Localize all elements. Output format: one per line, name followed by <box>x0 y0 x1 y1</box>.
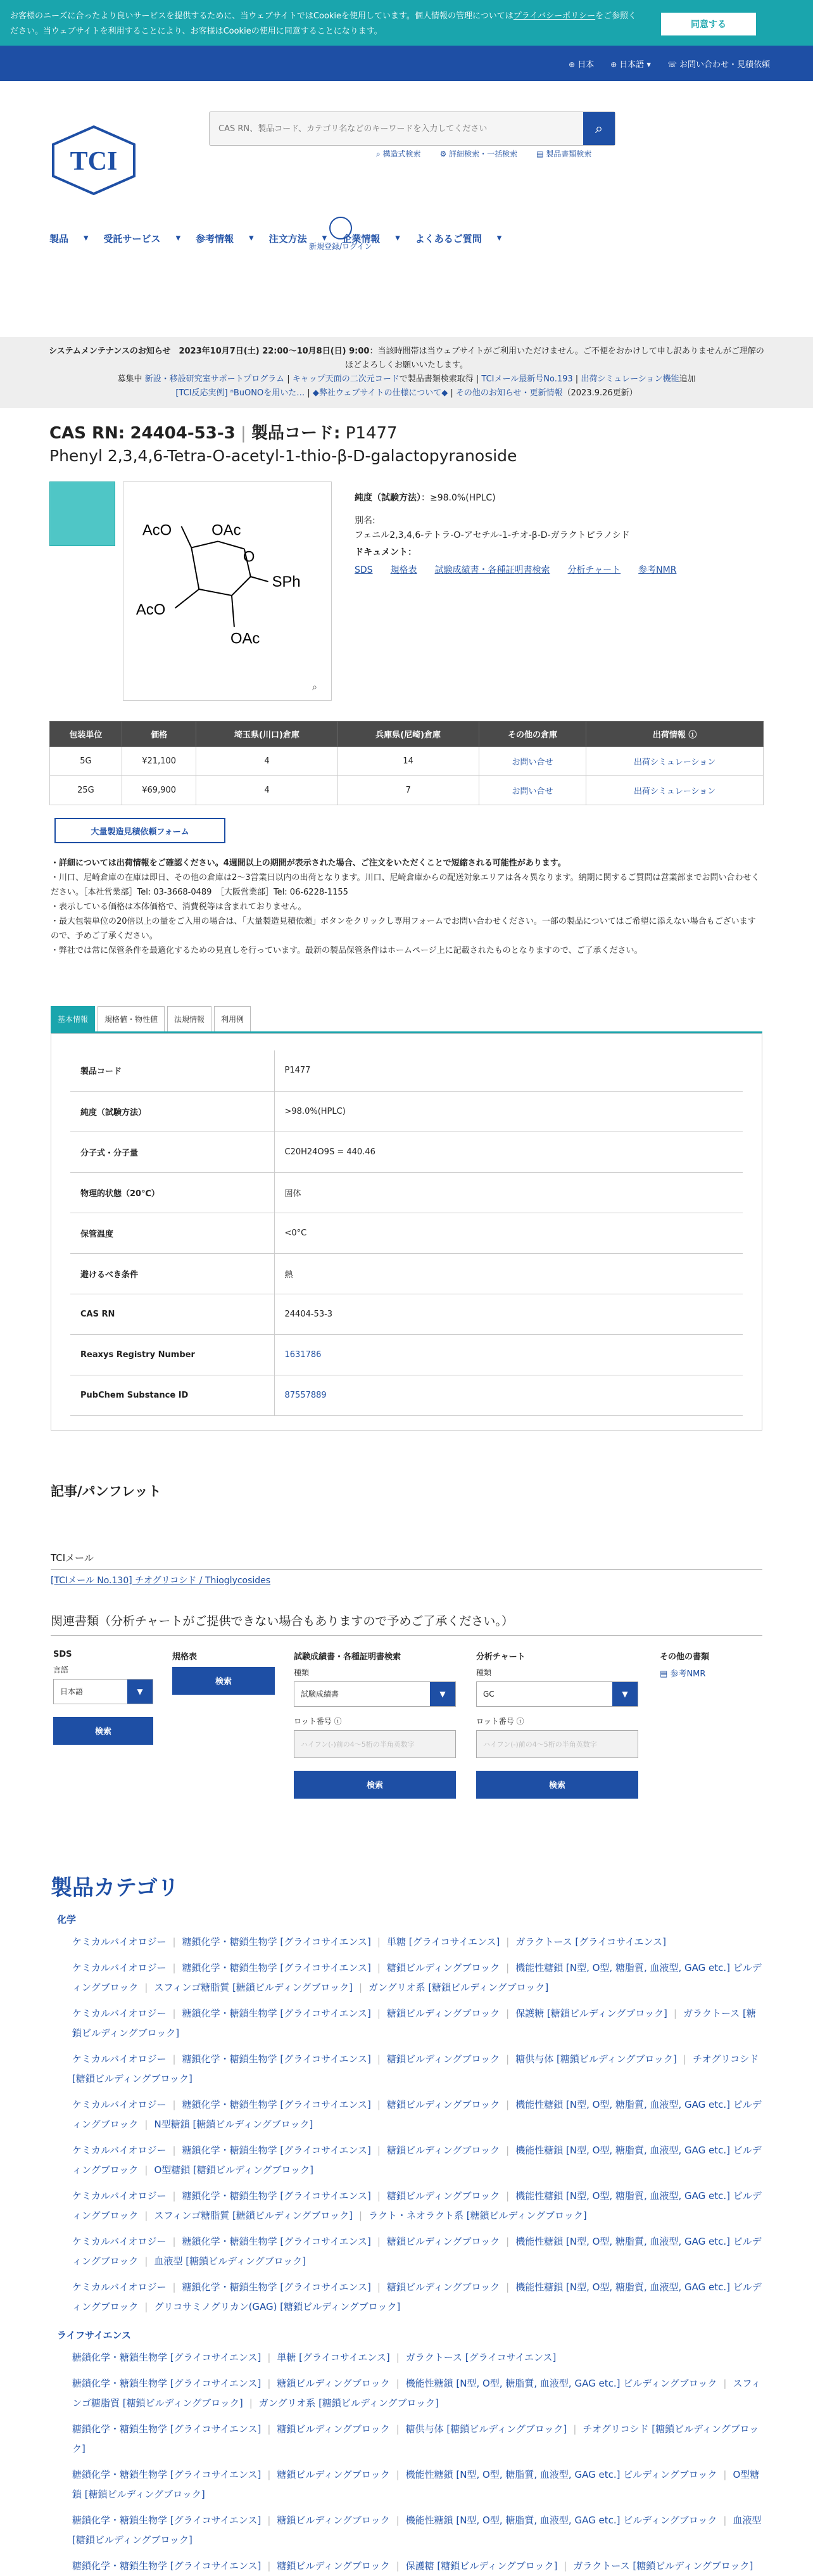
top-utility-bar <box>0 46 813 81</box>
separator: | <box>172 2053 176 2065</box>
category-path <box>72 2420 762 2459</box>
separator: | <box>377 2144 381 2156</box>
col-shipping: 出荷情報 ⓘ <box>586 722 764 747</box>
separator: | <box>506 2281 510 2293</box>
separator: | <box>377 2053 381 2065</box>
tab-applications[interactable]: 利用例 <box>214 1006 251 1031</box>
nmr-link[interactable]: 参考NMR <box>638 565 677 575</box>
notice-link[interactable]: ◆弊社ウェブサイトの仕様について◆ <box>312 388 448 398</box>
category-link[interactable]: 機能性糖鎖 [N型, O型, 糖脂質, 血液型, GAG etc.] ビルディングブロック <box>72 2235 762 2267</box>
tab-basic-info[interactable]: 基本情報 <box>51 1006 95 1031</box>
sds-link[interactable]: SDS <box>355 565 373 575</box>
separator: | <box>396 2560 400 2572</box>
sds-column: SDS 言語 日本語 ▼ 検索 <box>53 1650 153 1745</box>
category-link[interactable]: グリコサミノグリカン(GAG) [糖鎖ビルディングブロック] <box>154 2300 401 2312</box>
category-path <box>72 2232 762 2271</box>
shipping-simulation-link[interactable]: 出荷シミュレーション <box>634 787 716 796</box>
chevron-down-icon: ▼ <box>430 1682 455 1706</box>
category-link[interactable]: 機能性糖鎖 [N型, O型, 糖脂質, 血液型, GAG etc.] ビルディングブロック <box>72 2281 762 2312</box>
category-link[interactable]: 糖鎖ビルディングブロック <box>386 2144 500 2156</box>
zoom-icon: ⌕ <box>312 682 317 693</box>
purchase-notes: ・詳細については出荷情報をご確認ください。4週間以上の期間が表示された場合、ご注文をいただくことで短縮される可能性があります。 ・川口、尼崎倉庫の在庫は即日、その他の倉庫は2～3営業日以内の出荷となります。川口、尼崎倉庫からの配送対象エリアは各々異なります。納期に関するご質問は営業部までお問い合わせください。［本社営業部］Tel: 03-3668-0489 ［大阪営業部］Tel: 06-6228-1155 ・表示している価格は本体価格で、消費税等は含まれておりません。 ・最大包装単位の20倍以上の量をご入用の場合は、「大量製造見積依頼」ボタンをクリックし専用フォームでお問い合わせください。一部の製品についてはご希望に添えない場合もございますので、予めご了承ください。 ・弊社では常に保管条件を最適化するための見直しを行っています。最新の製品保管条件はホームページ上に記載されたものとなりますので、ご了承ください。 <box>51 858 760 955</box>
chevron-down-icon: ▼ <box>127 1680 153 1704</box>
maintenance-notice: システムメンテナンスのお知らせ 2023年10月7日(土) 22:00～10月8日(日) 9:00：当該時間帯は当ウェブサイトがご利用いただけません。ご不便をおかけして申し訳ありませんがご理解のほどよろしくお願いいたします。 募集中 新設・移設研究室サポートプログラム | キャップ天面の二次元コードで製品書類検索取得 | TCIメール最新号No.193 | 出荷シミュレーション機能追加 [TCI反応実例] ⁿBuONOを用いた… | ◆弊社ウェブサイトの仕様について◆ | その他のお知らせ・更新情報（2023.9.26更新） <box>0 337 813 408</box>
category-link[interactable]: 機能性糖鎖 [N型, O型, 糖脂質, 血液型, GAG etc.] ビルディングブロック <box>405 2468 717 2480</box>
notice-link[interactable]: TCIメール最新号No.193 <box>481 374 573 384</box>
region-selector[interactable]: ⊕ 日本 <box>569 60 595 70</box>
other-docs-column: その他の書類 ▤ 参考NMR <box>660 1652 710 1679</box>
category-path <box>72 2004 762 2043</box>
reference-nmr-link[interactable]: ▤ 参考NMR <box>660 1669 706 1679</box>
category-list <box>51 1910 762 2576</box>
separator: | <box>267 2377 271 2389</box>
col-other: その他の倉庫 <box>479 722 586 747</box>
sds-search-button[interactable]: 検索 <box>53 1717 153 1745</box>
inquiry-link[interactable]: お問い合せ <box>512 787 553 796</box>
category-link[interactable]: O型糖鎖 [糖鎖ビルディングブロック] <box>154 2164 313 2176</box>
table-row: CAS RN 24404-53-3 <box>70 1294 743 1334</box>
category-link[interactable]: 糖鎖化学・糖鎖生物学 [グライコサイエンス] <box>182 2235 371 2247</box>
category-link[interactable]: 糖鎖ビルディングブロック <box>386 1961 500 1973</box>
category-path <box>72 2050 762 2089</box>
category-link[interactable]: ケミカルバイオロジー <box>72 2190 167 2202</box>
category-link[interactable]: ガングリオ系 [糖鎖ビルディングブロック] <box>258 2397 439 2409</box>
col-price: 価格 <box>122 722 196 747</box>
svg-text:AcO: AcO <box>142 521 172 539</box>
category-path <box>72 2186 762 2226</box>
category-link[interactable]: ガラクトース [糖鎖ビルディングブロック] <box>573 2560 753 2572</box>
table-row: 25G ¥69,900 4 7 お問い合せ 出荷シミュレーション <box>50 776 764 805</box>
category-link[interactable]: 糖鎖化学・糖鎖生物学 [グライコサイエンス] <box>182 2190 371 2202</box>
svg-text:O: O <box>243 548 255 566</box>
category-link[interactable]: 血液型 [糖鎖ビルディングブロック] <box>72 2514 762 2546</box>
separator: | <box>506 1935 510 1948</box>
site-header <box>0 81 813 251</box>
category-link[interactable]: ラクト・ネオラクト系 [糖鎖ビルディングブロック] <box>369 2209 587 2221</box>
svg-text:SPh: SPh <box>272 573 301 591</box>
category-link[interactable]: ガングリオ系 [糖鎖ビルディングブロック] <box>369 1981 549 1993</box>
product-summary <box>0 468 813 721</box>
table-row: 純度（試験方法） >98.0%(HPLC) <box>70 1091 743 1132</box>
product-code: P1477 <box>345 424 398 443</box>
tab-regulations[interactable]: 法規情報 <box>167 1006 211 1031</box>
user-icon <box>329 217 352 239</box>
spec-sheet-link[interactable]: 規格表 <box>390 565 417 575</box>
tab-specifications[interactable]: 規格値・物性値 <box>98 1006 165 1031</box>
category-link[interactable]: 血液型 [糖鎖ビルディングブロック] <box>154 2255 306 2267</box>
related-docs-heading: 関連書類（分析チャートがご提供できない場合もありますので予めご了承ください。） <box>51 1612 762 1636</box>
separator: | <box>144 1981 148 1993</box>
certificate-search-button[interactable]: 検索 <box>294 1771 456 1799</box>
separator: | <box>144 2118 148 2130</box>
separator: | <box>172 2144 176 2156</box>
document-links <box>355 561 772 579</box>
category-path <box>72 2556 762 2576</box>
table-row: 物理的状態（20℃） 固体 <box>70 1172 743 1213</box>
bulk-quote-button[interactable]: 大量製造見積依頼フォーム <box>54 818 225 843</box>
info-tabs <box>51 1006 762 1033</box>
globe-icon: ⊕ <box>569 60 576 69</box>
search-sublinks <box>376 148 591 159</box>
separator: | <box>144 2255 148 2267</box>
category-path <box>72 1958 762 1998</box>
table-row: 製品コード P1477 <box>70 1050 743 1091</box>
nav-ordering[interactable]: 注文方法 <box>268 233 307 245</box>
chevron-down-icon: ▼ <box>612 1682 638 1706</box>
category-link[interactable]: ガラクトース [グライコサイエンス] <box>515 1935 666 1948</box>
nav-services[interactable]: 受託サービス <box>103 233 161 245</box>
category-path <box>72 2465 762 2504</box>
separator: | <box>506 2235 510 2247</box>
separator: | <box>172 2235 176 2247</box>
certificate-link[interactable]: 試験成績書・各種証明書検索 <box>434 565 550 575</box>
separator: | <box>267 2560 271 2572</box>
table-row: 5G ¥21,100 4 14 お問い合せ 出荷シミュレーション <box>50 747 764 776</box>
category-link[interactable]: チオグリコシド [糖鎖ビルディングブロック] <box>72 2423 759 2454</box>
basic-info-table <box>70 1050 743 1416</box>
help-icon[interactable]: ⓘ <box>334 1716 342 1726</box>
category-link[interactable]: 糖鎖化学・糖鎖生物学 [グライコサイエンス] <box>72 2560 262 2572</box>
contact-link[interactable]: ☏ お問い合わせ・見積依頼 <box>667 60 770 70</box>
basic-info-panel <box>51 1033 762 1431</box>
category-link[interactable]: N型糖鎖 [糖鎖ビルディングブロック] <box>154 2118 313 2130</box>
help-icon[interactable]: ⓘ <box>688 730 697 740</box>
analysis-chart-link[interactable]: 分析チャート <box>567 565 621 575</box>
separator: | <box>396 2423 400 2435</box>
category-link[interactable]: スフィンゴ糖脂質 [糖鎖ビルディングブロック] <box>154 2209 353 2221</box>
advanced-search-link[interactable]: ⚙ 詳細検索・一括検索 <box>439 150 518 158</box>
category-link[interactable]: 機能性糖鎖 [N型, O型, 糖脂質, 血液型, GAG etc.] ビルディングブロック <box>72 2144 762 2176</box>
separator: | <box>396 2351 400 2363</box>
category-link[interactable]: 糖鎖ビルディングブロック <box>277 2560 390 2572</box>
category-link[interactable]: ケミカルバイオロジー <box>72 2053 167 2065</box>
nav-faq[interactable]: よくあるご質問 <box>415 233 482 245</box>
category-link[interactable]: 糖鎖化学・糖鎖生物学 [グライコサイエンス] <box>72 2351 262 2363</box>
shipping-simulation-link[interactable]: 出荷シミュレーション <box>634 758 716 767</box>
category-link[interactable]: ケミカルバイオロジー <box>72 2281 167 2293</box>
svg-text:OAc: OAc <box>230 630 260 647</box>
main-nav: 製品 ▾ 受託サービス ▾ 参考情報 ▾ 注文方法 ▾ 企業情報 ▾ よくあるご質問 ▾ <box>49 232 502 245</box>
category-link[interactable]: 糖鎖化学・糖鎖生物学 [グライコサイエンス] <box>182 2281 371 2293</box>
table-row: 避けるべき条件 熱 <box>70 1253 743 1294</box>
spec-column: 規格表 検索 <box>172 1650 275 1695</box>
nav-reference[interactable]: 参考情報 <box>196 233 234 245</box>
category-link[interactable]: 糖鎖ビルディングブロック <box>386 2190 500 2202</box>
sds-language-select[interactable]: 日本語 ▼ <box>53 1679 153 1704</box>
category-link[interactable]: ケミカルバイオロジー <box>72 1935 167 1948</box>
chart-column: 分析チャート 種類 GC ▼ ロット番号 ⓘ ハイフン(-)前の4～5桁の半角英数字 検索 <box>476 1650 638 1799</box>
tci-mail-section: TCIメール [TCIメール No.130] チオグリコシド / Thioglycosides <box>51 1551 762 1586</box>
inquiry-link[interactable]: お問い合せ <box>512 758 553 767</box>
separator: | <box>673 2007 677 2019</box>
separator: | <box>564 2560 567 2572</box>
structure-search-link[interactable]: ⌕ 構造式検索 <box>376 150 421 158</box>
category-link[interactable]: 糖鎖ビルディングブロック <box>386 2235 500 2247</box>
category-link[interactable]: 糖鎖ビルディングブロック <box>386 2098 500 2110</box>
category-link[interactable]: 単糖 [グライコサイエンス] <box>277 2351 390 2363</box>
separator: | <box>506 2053 510 2065</box>
separator: | <box>683 2053 686 2065</box>
separator: | <box>172 2281 176 2293</box>
document-search-link[interactable]: ▤ 製品書類検索 <box>536 150 592 158</box>
separator: | <box>723 2468 727 2480</box>
chart-search-button[interactable]: 検索 <box>476 1771 638 1799</box>
category-link[interactable]: 糖鎖化学・糖鎖生物学 [グライコサイエンス] <box>182 2053 371 2065</box>
separator: | <box>377 1935 381 1948</box>
separator: | <box>506 2007 510 2019</box>
stock-table <box>49 721 764 805</box>
category-link[interactable]: 糖鎖ビルディングブロック <box>277 2423 390 2435</box>
related-docs <box>51 1636 762 1820</box>
category-link[interactable]: 糖鎖ビルディングブロック <box>277 2468 390 2480</box>
category-link[interactable]: 機能性糖鎖 [N型, O型, 糖脂質, 血液型, GAG etc.] ビルディングブロック <box>405 2377 717 2389</box>
category-link[interactable]: ケミカルバイオロジー <box>72 2235 167 2247</box>
cookie-banner <box>0 0 813 46</box>
col-amagasaki: 兵庫県(尼崎)倉庫 <box>337 722 479 747</box>
category-link[interactable]: 機能性糖鎖 [N型, O型, 糖脂質, 血液型, GAG etc.] ビルディングブロック <box>72 2098 762 2130</box>
certificate-kind-select[interactable]: 試験成績書 ▼ <box>294 1681 456 1707</box>
category-link[interactable]: 保護糖 [糖鎖ビルディングブロック] <box>405 2560 558 2572</box>
category-link[interactable]: 機能性糖鎖 [N型, O型, 糖脂質, 血液型, GAG etc.] ビルディングブロック <box>405 2514 717 2526</box>
category-link[interactable]: 糖供与体 [糖鎖ビルディングブロック] <box>405 2423 567 2435</box>
notice-text: ：当該時間帯は当ウェブサイトがご利用いただけません。ご不便をおかけして申し訳ありませんがご理解のほどよろしくお願いいたします。 <box>345 347 764 370</box>
category-link[interactable]: 糖鎖ビルディングブロック <box>277 2377 390 2389</box>
category-path <box>72 2141 762 2180</box>
category-link[interactable]: チオグリコシド [糖鎖ビルディングブロック] <box>72 2053 759 2084</box>
cookie-text-2: をご参照ください。当ウェブサイトを利用することにより、お客様はCookieの使用に同意することになります。 <box>10 11 637 36</box>
separator: | <box>144 2209 148 2221</box>
category-link[interactable]: ガラクトース [グライコサイエンス] <box>405 2351 557 2363</box>
table-row: PubChem Substance ID 87557889 <box>70 1375 743 1415</box>
separator: | <box>723 2377 727 2389</box>
purity-value: ≥98.0%(HPLC) <box>430 493 496 503</box>
table-row: Reaxys Registry Number 1631786 <box>70 1334 743 1375</box>
separator: | <box>144 2164 148 2176</box>
category-link[interactable]: 単糖 [グライコサイエンス] <box>386 1935 500 1948</box>
notice-link[interactable]: 新設・移設研究室サポートプログラム <box>144 374 285 384</box>
separator: | <box>506 2098 510 2110</box>
separator: | <box>172 1935 176 1948</box>
separator: | <box>396 2514 400 2526</box>
category-link[interactable]: 糖鎖化学・糖鎖生物学 [グライコサイエンス] <box>72 2514 262 2526</box>
pubchem-link[interactable]: 87557889 <box>284 1390 327 1400</box>
separator: | <box>267 2514 271 2526</box>
notice-link[interactable]: 出荷シミュレーション機能 <box>581 374 679 384</box>
separator: | <box>506 1961 510 1973</box>
category-link[interactable]: ケミカルバイオロジー <box>72 2144 167 2156</box>
certificate-column: 試験成績書・各種証明書検索 種類 試験成績書 ▼ ロット番号 ⓘ ハイフン(-)前の4～5桁の半角英数字 検索 <box>294 1650 456 1799</box>
search-input[interactable] <box>210 112 583 145</box>
help-icon[interactable]: ⓘ <box>516 1716 524 1726</box>
category-path <box>72 2278 762 2317</box>
category-path <box>72 2374 762 2413</box>
category-link[interactable]: 糖鎖ビルディングブロック <box>386 2007 500 2019</box>
separator: | <box>396 2468 400 2480</box>
svg-text:TCI: TCI <box>70 147 118 176</box>
category-path <box>72 2511 762 2550</box>
category-link[interactable]: 糖鎖ビルディングブロック <box>386 2281 500 2293</box>
category-link[interactable]: ケミカルバイオロジー <box>72 2007 167 2019</box>
phone-icon: ☏ <box>667 60 677 69</box>
document-icon: ▤ <box>660 1669 668 1679</box>
structure-thumbnail[interactable] <box>49 481 115 546</box>
certificate-lot-input[interactable]: ハイフン(-)前の4～5桁の半角英数字 <box>294 1730 456 1758</box>
separator: | <box>172 2098 176 2110</box>
category-link[interactable]: 糖鎖化学・糖鎖生物学 [グライコサイエンス] <box>182 1961 371 1973</box>
category-link[interactable]: 糖鎖化学・糖鎖生物学 [グライコサイエンス] <box>72 2423 262 2435</box>
chart-kind-select[interactable]: GC ▼ <box>476 1681 638 1707</box>
category-link[interactable]: 糖供与体 [糖鎖ビルディングブロック] <box>515 2053 677 2065</box>
col-kawaguchi: 埼玉県(川口)倉庫 <box>196 722 337 747</box>
table-row: 保管温度 <0°C <box>70 1213 743 1253</box>
separator: | <box>506 2144 510 2156</box>
globe-icon: ⊕ <box>610 60 617 69</box>
separator: | <box>377 2235 381 2247</box>
nav-products[interactable]: 製品 <box>49 233 69 245</box>
separator: | <box>377 2007 381 2019</box>
category-link[interactable]: 保護糖 [糖鎖ビルディングブロック] <box>515 2007 667 2019</box>
category-link[interactable]: スフィンゴ糖脂質 [糖鎖ビルディングブロック] <box>72 2377 761 2409</box>
separator: | <box>723 2514 727 2526</box>
separator: | <box>377 2098 381 2110</box>
category-link[interactable]: ガラクトース [糖鎖ビルディングブロック] <box>72 2007 756 2039</box>
product-title: CAS RN: 24404-53-3 | 製品コード: P1477 Phenyl 2,3,4,6-Tetra-O-acetyl-1-thio-β-D-galactopyranoside <box>0 408 813 468</box>
privacy-policy-link[interactable]: プライバシーポリシー <box>513 11 596 21</box>
alias: フェニル2,3,4,6-テトラ-O-アセチル-1-チオ-β-D-ガラクトピラノシド <box>355 530 630 540</box>
tci-logo[interactable] <box>49 125 138 195</box>
separator: | <box>358 1981 363 1993</box>
category-link[interactable]: 糖鎖化学・糖鎖生物学 [グライコサイエンス] <box>182 2098 371 2110</box>
separator: | <box>172 1961 176 1973</box>
notice-link[interactable]: キャップ天面の二次元コード <box>292 374 400 384</box>
category-path <box>72 2348 762 2368</box>
language-selector[interactable]: ⊕ 日本語 ▾ <box>610 60 651 70</box>
chart-lot-input[interactable]: ハイフン(-)前の4～5桁の半角英数字 <box>476 1730 638 1758</box>
reaxys-link[interactable]: 1631786 <box>284 1349 322 1360</box>
notice-date: 2023年10月7日(土) 22:00～10月8日(日) 9:00 <box>179 347 370 356</box>
col-unit: 包装単位 <box>50 722 122 747</box>
category-link[interactable]: 糖鎖化学・糖鎖生物学 [グライコサイエンス] <box>182 2007 371 2019</box>
separator: | <box>377 1961 381 1973</box>
category-link[interactable]: 糖鎖化学・糖鎖生物学 [グライコサイエンス] <box>72 2468 262 2480</box>
separator: | <box>267 2423 271 2435</box>
separator: | <box>172 2007 176 2019</box>
spec-search-button[interactable]: 検索 <box>172 1667 275 1695</box>
category-link[interactable]: ケミカルバイオロジー <box>72 1961 167 1973</box>
separator: | <box>358 2209 363 2221</box>
category-heading: 製品カテゴリ <box>51 1875 179 1901</box>
category-link[interactable]: 糖鎖ビルディングブロック <box>277 2514 390 2526</box>
separator: | <box>144 2300 148 2312</box>
product-spec: 純度（試験方法）：≥98.0%(HPLC) 別名: フェニル2,3,4,6-テトラ-O-アセチル-1-チオ-β-D-ガラクトピラノシド ドキュメント： SDS 規格表 試験成績書・各種証明書検索 分析チャート 参考NMR <box>355 489 772 579</box>
stock-header-row <box>50 722 764 747</box>
category-link[interactable]: 機能性糖鎖 [N型, O型, 糖脂質, 血液型, GAG etc.] ビルディングブロック <box>72 2190 762 2221</box>
site-search <box>209 112 615 146</box>
separator: | <box>172 2190 176 2202</box>
svg-text:OAc: OAc <box>211 521 241 539</box>
category-path <box>72 1932 762 1952</box>
category-link[interactable]: 糖鎖化学・糖鎖生物学 [グライコサイエンス] <box>182 2144 371 2156</box>
category-link[interactable]: 機能性糖鎖 [N型, O型, 糖脂質, 血液型, GAG etc.] ビルディングブロック <box>72 1961 762 1993</box>
product-name: Phenyl 2,3,4,6-Tetra-O-acetyl-1-thio-β-D-galactopyranoside <box>49 447 517 465</box>
separator: | <box>377 2190 381 2202</box>
notice-link[interactable]: [TCI反応実例] ⁿBuONOを用いた… <box>175 388 305 398</box>
category-link[interactable]: O型糖鎖 [糖鎖ビルディングブロック] <box>72 2468 760 2500</box>
category-link[interactable]: 糖鎖ビルディングブロック <box>386 2053 500 2065</box>
category-link[interactable]: スフィンゴ糖脂質 [糖鎖ビルディングブロック] <box>154 1981 353 1993</box>
separator: | <box>267 2468 271 2480</box>
category-path <box>72 2095 762 2134</box>
separator: | <box>396 2377 400 2389</box>
separator: | <box>267 2351 271 2363</box>
separator: | <box>377 2281 381 2293</box>
login-button[interactable]: 新規登録/ログイン <box>309 217 372 252</box>
svg-text:AcO: AcO <box>136 601 166 618</box>
cookie-text: お客様のニーズに合ったより良いサービスを提供するために、当ウェブサイトではCookieを使用しています。個人情報の管理については <box>10 11 514 21</box>
category-link[interactable]: ケミカルバイオロジー <box>72 2098 167 2110</box>
cas-number: 24404-53-3 <box>130 424 236 443</box>
category-link[interactable]: 糖鎖化学・糖鎖生物学 [グライコサイエンス] <box>182 1935 371 1948</box>
notice-link[interactable]: その他のお知らせ・更新情報 <box>455 388 563 398</box>
notice-title: システムメンテナンスのお知らせ <box>49 347 171 356</box>
category-section-life-science: ライフサイエンス <box>57 2329 132 2341</box>
separator: | <box>573 2423 577 2435</box>
separator: | <box>506 2190 510 2202</box>
table-row: 分子式・分子量 C20H24O9S = 440.46 <box>70 1132 743 1172</box>
nav-company[interactable]: 企業情報 <box>342 233 381 245</box>
category-link[interactable]: 糖鎖化学・糖鎖生物学 [グライコサイエンス] <box>72 2377 262 2389</box>
cookie-agree-button[interactable]: 同意する <box>661 13 756 35</box>
search-icon[interactable]: ⌕ <box>583 112 615 145</box>
structure-image <box>123 481 332 701</box>
category-section-chemistry: 化学 <box>57 1913 77 1925</box>
articles-heading: 記事/パンフレット <box>51 1483 161 1499</box>
separator: | <box>249 2397 253 2409</box>
tci-mail-link[interactable]: [TCIメール No.130] チオグリコシド / Thioglycosides <box>51 1575 271 1586</box>
